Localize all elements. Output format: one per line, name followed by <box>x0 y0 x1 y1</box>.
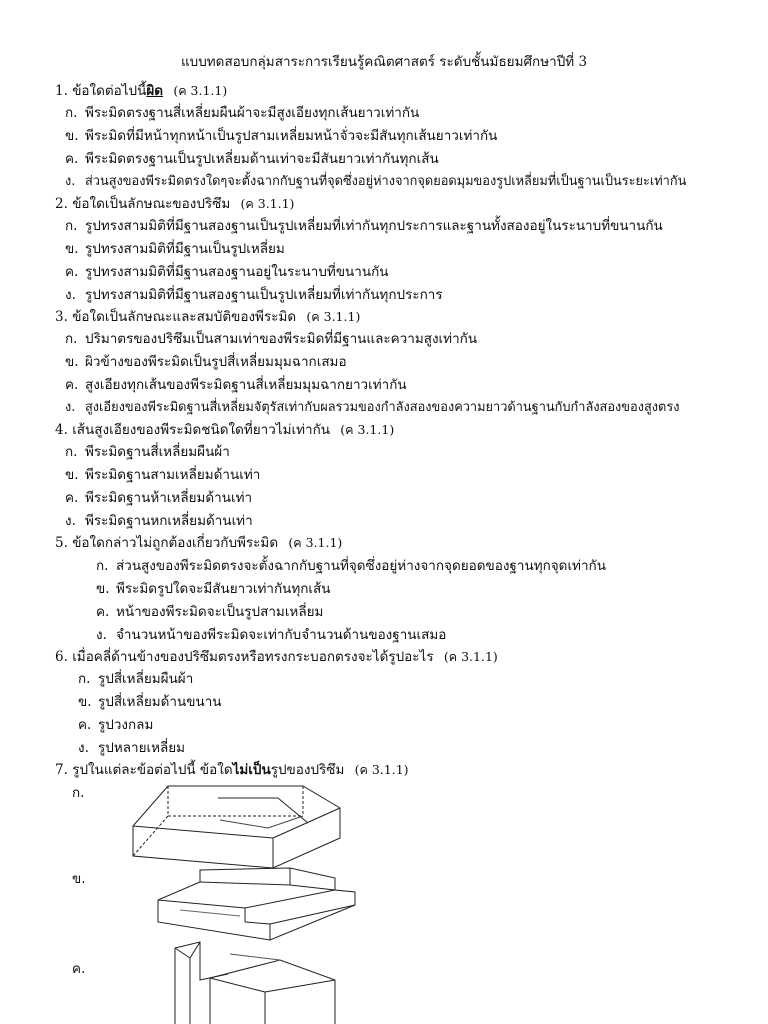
question-ref: (ค 3.1.1) <box>173 83 228 98</box>
page-title: แบบทดสอบกลุ่มสาระการเรียนรู้คณิตศาสตร์ ระดับชั้นมัธยมศึกษาปีที่ 3 <box>180 54 588 70</box>
option-2-a[interactable] <box>65 214 663 236</box>
option-text: รูปหลายเหลี่ยม <box>98 740 186 756</box>
option-label: ก. <box>65 105 78 121</box>
option-label: ก. <box>78 671 91 687</box>
option-label: ข. <box>65 467 79 483</box>
question-text: เส้นสูงเอียงของพีระมิดชนิดใดที่ยาวไม่เท่ากัน <box>72 422 330 438</box>
question-number: 5. <box>55 535 68 551</box>
question-text: ข้อใดเป็นลักษณะและสมบัติของพีระมิด <box>72 309 297 325</box>
option-text: หน้าของพีระมิดจะเป็นรูปสามเหลี่ยม <box>116 604 324 620</box>
option-1-a[interactable] <box>65 101 419 123</box>
option-3-b[interactable] <box>65 350 347 372</box>
option-text: ส่วนสูงของพีระมิดตรงใดๆจะตั้งฉากกับฐานที่จุดซึ่งอยู่ห่างจากจุดยอดมุมของรูปเหลี่ยมที่เป็นฐานเป็นระยะเท่ากัน <box>85 174 687 189</box>
question-emphasis: ไม่เป็น <box>232 762 271 778</box>
option-label: ง. <box>78 740 89 756</box>
figure-c-label[interactable]: ค. <box>72 961 86 977</box>
option-label: ง. <box>65 513 76 529</box>
question-number: 4. <box>55 422 68 438</box>
option-label: ง. <box>65 287 76 303</box>
option-label: ข. <box>78 694 92 710</box>
question-number: 6. <box>55 649 68 665</box>
option-text: พีระมิดฐานหกเหลี่ยมด้านเท่า <box>85 513 253 529</box>
staircase-figure-icon <box>150 860 360 945</box>
option-5-d[interactable] <box>96 623 446 645</box>
option-6-b[interactable] <box>78 690 222 712</box>
option-text: รูปสี่เหลี่ยมด้านขนาน <box>98 694 222 710</box>
question-1 <box>55 79 227 101</box>
question-number: 1. <box>55 83 68 99</box>
option-4-a[interactable] <box>65 440 230 462</box>
question-number: 7. <box>55 762 68 778</box>
figure-b-label[interactable]: ข. <box>72 871 86 887</box>
option-text: จำนวนหน้าของพีระมิดจะเท่ากับจำนวนด้านของฐานเสมอ <box>116 627 447 643</box>
option-text: พีระมิดที่มีหน้าทุกหน้าเป็นรูปสามเหลี่ยมหน้าจั่วจะมีสันทุกเส้นยาวเท่ากัน <box>85 128 498 144</box>
option-text: รูปทรงสามมิติที่มีฐานสองฐานเป็นรูปเหลี่ยมที่เท่ากันทุกประการ <box>85 287 443 303</box>
option-text: รูปวงกลม <box>98 717 154 733</box>
option-text: สูงเอียงทุกเส้นของพีระมิดฐานสี่เหลี่ยมมุมฉากยาวเท่ากัน <box>85 377 407 393</box>
option-text: พีระมิดรูปใดจะมีสันยาวเท่ากันทุกเส้น <box>116 581 331 597</box>
question-4 <box>55 418 394 440</box>
option-text: พีระมิดฐานห้าเหลี่ยมด้านเท่า <box>85 490 253 506</box>
option-2-d[interactable] <box>65 283 443 305</box>
question-ref: (ค 3.1.1) <box>288 535 343 550</box>
question-emphasis: ผิด <box>146 83 164 99</box>
question-2 <box>55 192 294 214</box>
question-text: ข้อใดต่อไปนี้ <box>72 83 147 99</box>
question-ref: (ค 3.1.1) <box>240 196 295 211</box>
option-text: พีระมิดฐานสามเหลี่ยมด้านเท่า <box>85 467 261 483</box>
question-text: ข้อใดกล่าวไม่ถูกต้องเกี่ยวกับพีระมิด <box>72 535 279 551</box>
option-text: ส่วนสูงของพีระมิดตรงจะตั้งฉากกับฐานที่จุดซึ่งอยู่ห่างจากจุดยอดของฐานทุกจุดเท่ากัน <box>116 558 606 574</box>
option-text: พีระมิดตรงฐานเป็นรูปเหลี่ยมด้านเท่าจะมีสันยาวเท่ากันทุกเส้น <box>85 151 439 167</box>
option-text: พีระมิดตรงฐานสี่เหลี่ยมผืนผ้าจะมีสูงเอียงทุกเส้นยาวเท่ากัน <box>85 105 420 121</box>
option-text: พีระมิดฐานสี่เหลี่ยมผืนผ้า <box>85 444 230 460</box>
option-text: รูปทรงสามมิติที่มีฐานสองฐานอยู่ในระนาบที่ขนานกัน <box>85 264 389 280</box>
option-label: ก. <box>65 444 78 460</box>
option-6-c[interactable] <box>78 713 153 735</box>
question-text-tail: รูปของปริซึม <box>270 762 345 778</box>
question-6 <box>55 645 498 667</box>
option-2-b[interactable] <box>65 237 285 259</box>
option-label: ข. <box>96 581 110 597</box>
question-ref: (ค 3.1.1) <box>354 762 409 777</box>
question-3 <box>55 305 360 327</box>
question-text: รูปในแต่ละข้อต่อไปนี้ ข้อใด <box>72 762 233 778</box>
option-3-a[interactable] <box>65 327 477 349</box>
question-number: 2. <box>55 196 68 212</box>
option-label: ก. <box>96 558 109 574</box>
option-label: ค. <box>65 490 79 506</box>
block-figure-icon <box>170 940 340 1024</box>
option-4-d[interactable] <box>65 509 253 531</box>
option-label: ง. <box>96 627 107 643</box>
option-3-c[interactable] <box>65 373 407 395</box>
option-1-c[interactable] <box>65 147 439 169</box>
option-text: รูปทรงสามมิติที่มีฐานเป็นรูปเหลี่ยม <box>85 241 285 257</box>
figure-a-label[interactable]: ก. <box>72 785 85 801</box>
option-1-d[interactable] <box>65 170 686 191</box>
option-label: ค. <box>65 151 79 167</box>
question-text: ข้อใดเป็นลักษณะของปริซึม <box>72 196 231 212</box>
option-label: ข. <box>65 128 79 144</box>
option-text: รูปทรงสามมิติที่มีฐานสองฐานเป็นรูปเหลี่ยมที่เท่ากันทุกประการและฐานทั้งสองอยู่ในระนาบที่ขนานกัน <box>85 218 663 234</box>
option-5-b[interactable] <box>96 577 331 599</box>
question-7 <box>55 758 409 780</box>
option-3-d[interactable] <box>65 396 679 417</box>
option-label: ข. <box>65 354 79 370</box>
option-text: ผิวข้างของพีระมิดเป็นรูปสี่เหลี่ยมมุมฉากเสมอ <box>85 354 347 370</box>
option-1-b[interactable] <box>65 124 497 146</box>
option-5-a[interactable] <box>96 554 606 576</box>
option-text: สูงเอียงของพีระมิดฐานสี่เหลี่ยมจัตุรัสเท่ากับผลรวมของกำลังสองของความยาวด้านฐานกับกำลังสองของสูงตรง <box>85 400 680 415</box>
option-2-c[interactable] <box>65 260 389 282</box>
option-5-c[interactable] <box>96 600 323 622</box>
question-ref: (ค 3.1.1) <box>340 422 395 437</box>
question-ref: (ค 3.1.1) <box>443 649 498 664</box>
question-ref: (ค 3.1.1) <box>306 309 361 324</box>
option-text: ปริมาตรของปริซึมเป็นสามเท่าของพีระมิดที่มีฐานและความสูงเท่ากัน <box>85 331 478 347</box>
option-label: ค. <box>65 264 79 280</box>
option-label: ก. <box>65 331 78 347</box>
option-label: ง. <box>65 400 76 415</box>
option-label: ข. <box>65 241 79 257</box>
option-label: ก. <box>65 218 78 234</box>
question-5 <box>55 531 342 553</box>
option-label: ง. <box>65 174 76 189</box>
option-6-d[interactable] <box>78 736 185 758</box>
question-number: 3. <box>55 309 68 325</box>
prism-figure-icon <box>128 778 348 873</box>
option-6-a[interactable] <box>78 667 193 689</box>
option-label: ค. <box>78 717 92 733</box>
option-label: ค. <box>96 604 110 620</box>
option-label: ค. <box>65 377 79 393</box>
option-4-c[interactable] <box>65 486 252 508</box>
option-text: รูปสี่เหลี่ยมผืนผ้า <box>98 671 194 687</box>
question-text: เมื่อคลี่ด้านข้างของปริซึมตรงหรือทรงกระบอกตรงจะได้รูปอะไร <box>72 649 434 665</box>
option-4-b[interactable] <box>65 463 260 485</box>
